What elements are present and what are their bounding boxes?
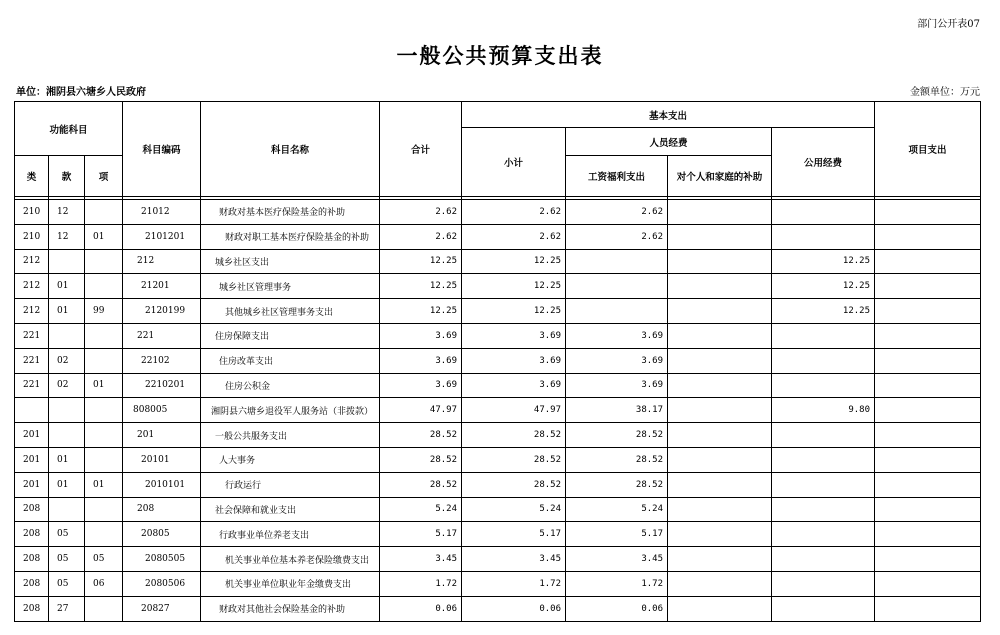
cell-total: 12.25	[380, 299, 462, 324]
cell-public	[772, 472, 875, 497]
cell-salary	[566, 274, 668, 299]
table-number-tag: 部门公开表07	[917, 19, 980, 30]
cell-salary: 0.06	[566, 596, 668, 621]
cell-lei: 221	[15, 348, 49, 373]
cell-lei: 221	[15, 373, 49, 398]
cell-salary: 3.45	[566, 547, 668, 572]
cell-lei: 210	[15, 224, 49, 249]
cell-lei: 208	[15, 522, 49, 547]
cell-name: 行政事业单位养老支出	[201, 522, 380, 547]
cell-kuan: 05	[49, 547, 85, 572]
cell-subsidy	[668, 398, 772, 423]
cell-code: 20805	[123, 522, 201, 547]
cell-subtotal: 5.17	[462, 522, 566, 547]
table-row	[15, 323, 981, 348]
cell-kuan	[49, 249, 85, 274]
cell-name: 社会保障和就业支出	[201, 497, 380, 522]
cell-salary: 3.69	[566, 348, 668, 373]
cell-lei: 212	[15, 299, 49, 324]
cell-project	[875, 547, 981, 572]
cell-name: 其他城乡社区管理事务支出	[201, 299, 380, 324]
cell-project	[875, 472, 981, 497]
cell-total: 2.62	[380, 224, 462, 249]
cell-subsidy	[668, 224, 772, 249]
cell-project	[875, 249, 981, 274]
cell-lei	[15, 398, 49, 423]
header-func-subject: 功能科目	[15, 102, 123, 156]
cell-lei: 201	[15, 472, 49, 497]
cell-name: 机关事业单位职业年金缴费支出	[201, 571, 380, 596]
cell-kuan: 01	[49, 472, 85, 497]
cell-code: 221	[123, 323, 201, 348]
cell-lei: 208	[15, 497, 49, 522]
cell-kuan: 02	[49, 348, 85, 373]
budget-expenditure-table	[14, 101, 981, 622]
cell-public	[772, 348, 875, 373]
cell-lei: 208	[15, 596, 49, 621]
header-project: 项目支出	[875, 102, 981, 197]
cell-salary: 5.17	[566, 522, 668, 547]
cell-total: 3.69	[380, 348, 462, 373]
cell-code: 201	[123, 423, 201, 448]
cell-xiang	[85, 497, 123, 522]
header-kuan: 款	[49, 156, 85, 197]
cell-public	[772, 323, 875, 348]
cell-name: 住房公积金	[201, 373, 380, 398]
cell-public	[772, 547, 875, 572]
header-personnel: 人员经费	[566, 128, 772, 156]
cell-subtotal: 5.24	[462, 497, 566, 522]
cell-subtotal: 3.69	[462, 323, 566, 348]
cell-name: 财政对基本医疗保险基金的补助	[201, 200, 380, 225]
cell-name: 湘阴县六塘乡退役军人服务站（非拨款）	[201, 398, 380, 423]
cell-code: 212	[123, 249, 201, 274]
header-subtotal: 小计	[462, 128, 566, 197]
cell-salary: 28.52	[566, 447, 668, 472]
cell-project	[875, 299, 981, 324]
cell-xiang: 06	[85, 571, 123, 596]
cell-subtotal: 28.52	[462, 472, 566, 497]
cell-lei: 208	[15, 547, 49, 572]
cell-public	[772, 224, 875, 249]
cell-subtotal: 1.72	[462, 571, 566, 596]
table-row	[15, 596, 981, 621]
cell-subtotal: 3.45	[462, 547, 566, 572]
cell-project	[875, 323, 981, 348]
cell-total: 12.25	[380, 274, 462, 299]
unit-label: 单位：湘阴县六塘乡人民政府	[16, 87, 146, 98]
cell-total: 28.52	[380, 472, 462, 497]
table-row	[15, 348, 981, 373]
cell-total: 47.97	[380, 398, 462, 423]
cell-xiang	[85, 398, 123, 423]
cell-subtotal: 28.52	[462, 447, 566, 472]
cell-subtotal: 2.62	[462, 200, 566, 225]
table-row	[15, 249, 981, 274]
cell-code: 808005	[123, 398, 201, 423]
cell-xiang	[85, 274, 123, 299]
cell-public: 12.25	[772, 249, 875, 274]
cell-code: 20101	[123, 447, 201, 472]
cell-project	[875, 497, 981, 522]
cell-salary: 38.17	[566, 398, 668, 423]
cell-name: 城乡社区支出	[201, 249, 380, 274]
cell-subtotal: 12.25	[462, 299, 566, 324]
cell-project	[875, 447, 981, 472]
cell-xiang: 01	[85, 472, 123, 497]
cell-total: 28.52	[380, 423, 462, 448]
cell-kuan	[49, 323, 85, 348]
cell-code: 21012	[123, 200, 201, 225]
cell-project	[875, 348, 981, 373]
cell-public	[772, 423, 875, 448]
cell-public	[772, 522, 875, 547]
cell-subtotal: 12.25	[462, 274, 566, 299]
cell-xiang	[85, 423, 123, 448]
cell-project	[875, 398, 981, 423]
cell-subsidy	[668, 472, 772, 497]
header-subsidy: 对个人和家庭的补助	[668, 156, 772, 197]
header-total: 合计	[380, 102, 462, 197]
cell-kuan: 01	[49, 447, 85, 472]
cell-project	[875, 224, 981, 249]
cell-xiang	[85, 200, 123, 225]
cell-code: 22102	[123, 348, 201, 373]
table-row	[15, 547, 981, 572]
cell-code: 208	[123, 497, 201, 522]
cell-name: 财政对其他社会保险基金的补助	[201, 596, 380, 621]
cell-xiang	[85, 348, 123, 373]
cell-total: 3.45	[380, 547, 462, 572]
cell-name: 住房改革支出	[201, 348, 380, 373]
cell-lei: 210	[15, 200, 49, 225]
table-row	[15, 472, 981, 497]
table-body	[15, 197, 981, 622]
cell-project	[875, 373, 981, 398]
cell-kuan: 05	[49, 522, 85, 547]
cell-salary: 3.69	[566, 373, 668, 398]
cell-code: 2080506	[123, 571, 201, 596]
cell-lei: 212	[15, 274, 49, 299]
cell-xiang: 99	[85, 299, 123, 324]
table-row	[15, 447, 981, 472]
cell-subsidy	[668, 522, 772, 547]
cell-subsidy	[668, 423, 772, 448]
cell-project	[875, 522, 981, 547]
cell-total: 12.25	[380, 249, 462, 274]
table-row	[15, 200, 981, 225]
cell-subsidy	[668, 200, 772, 225]
table-row	[15, 398, 981, 423]
cell-total: 28.52	[380, 447, 462, 472]
cell-salary: 2.62	[566, 200, 668, 225]
cell-lei: 201	[15, 447, 49, 472]
header-code: 科目编码	[123, 102, 201, 197]
cell-lei: 221	[15, 323, 49, 348]
cell-salary: 28.52	[566, 472, 668, 497]
table-row	[15, 571, 981, 596]
cell-subsidy	[668, 274, 772, 299]
cell-subsidy	[668, 547, 772, 572]
cell-salary: 3.69	[566, 323, 668, 348]
cell-kuan: 02	[49, 373, 85, 398]
cell-salary	[566, 249, 668, 274]
cell-subsidy	[668, 447, 772, 472]
cell-salary: 1.72	[566, 571, 668, 596]
cell-subsidy	[668, 348, 772, 373]
cell-public: 12.25	[772, 274, 875, 299]
cell-public	[772, 497, 875, 522]
cell-code: 2210201	[123, 373, 201, 398]
table-row	[15, 423, 981, 448]
cell-project	[875, 200, 981, 225]
cell-salary: 5.24	[566, 497, 668, 522]
cell-total: 1.72	[380, 571, 462, 596]
cell-total: 5.24	[380, 497, 462, 522]
table-row	[15, 497, 981, 522]
cell-public: 9.80	[772, 398, 875, 423]
cell-subtotal: 2.62	[462, 224, 566, 249]
cell-lei: 212	[15, 249, 49, 274]
table-row	[15, 274, 981, 299]
header-public: 公用经费	[772, 128, 875, 197]
cell-total: 5.17	[380, 522, 462, 547]
table-row	[15, 522, 981, 547]
cell-subsidy	[668, 249, 772, 274]
cell-project	[875, 596, 981, 621]
cell-salary	[566, 299, 668, 324]
cell-code: 2120199	[123, 299, 201, 324]
cell-subsidy	[668, 497, 772, 522]
cell-name: 行政运行	[201, 472, 380, 497]
cell-subtotal: 0.06	[462, 596, 566, 621]
cell-lei: 201	[15, 423, 49, 448]
page-title: 一般公共预算支出表	[396, 44, 604, 68]
header-salary: 工资福利支出	[566, 156, 668, 197]
cell-public	[772, 596, 875, 621]
cell-salary: 28.52	[566, 423, 668, 448]
cell-project	[875, 423, 981, 448]
cell-xiang	[85, 522, 123, 547]
cell-kuan	[49, 398, 85, 423]
cell-xiang	[85, 249, 123, 274]
cell-public	[772, 571, 875, 596]
cell-salary: 2.62	[566, 224, 668, 249]
cell-xiang: 01	[85, 224, 123, 249]
cell-name: 城乡社区管理事务	[201, 274, 380, 299]
cell-subtotal: 47.97	[462, 398, 566, 423]
cell-code: 20827	[123, 596, 201, 621]
cell-code: 2080505	[123, 547, 201, 572]
cell-subtotal: 3.69	[462, 373, 566, 398]
cell-subtotal: 3.69	[462, 348, 566, 373]
cell-public: 12.25	[772, 299, 875, 324]
cell-xiang: 05	[85, 547, 123, 572]
cell-name: 财政对职工基本医疗保险基金的补助	[201, 224, 380, 249]
cell-kuan: 01	[49, 274, 85, 299]
cell-total: 3.69	[380, 373, 462, 398]
cell-subsidy	[668, 299, 772, 324]
cell-subsidy	[668, 571, 772, 596]
cell-project	[875, 274, 981, 299]
cell-kuan	[49, 497, 85, 522]
header-basic: 基本支出	[462, 102, 875, 128]
cell-total: 2.62	[380, 200, 462, 225]
cell-xiang	[85, 323, 123, 348]
amount-unit-label: 金额单位：万元	[910, 87, 980, 98]
cell-kuan: 27	[49, 596, 85, 621]
cell-code: 21201	[123, 274, 201, 299]
header-xiang: 项	[85, 156, 123, 197]
table-row	[15, 299, 981, 324]
cell-name: 一般公共服务支出	[201, 423, 380, 448]
cell-code: 2010101	[123, 472, 201, 497]
cell-subsidy	[668, 373, 772, 398]
cell-name: 机关事业单位基本养老保险缴费支出	[201, 547, 380, 572]
cell-lei: 208	[15, 571, 49, 596]
cell-total: 0.06	[380, 596, 462, 621]
cell-subsidy	[668, 323, 772, 348]
header-lei: 类	[15, 156, 49, 197]
cell-public	[772, 447, 875, 472]
cell-total: 3.69	[380, 323, 462, 348]
cell-xiang	[85, 596, 123, 621]
table-row	[15, 224, 981, 249]
cell-public	[772, 200, 875, 225]
header-name: 科目名称	[201, 102, 380, 197]
cell-kuan: 01	[49, 299, 85, 324]
cell-xiang	[85, 447, 123, 472]
cell-kuan: 12	[49, 224, 85, 249]
cell-subtotal: 12.25	[462, 249, 566, 274]
cell-name: 住房保障支出	[201, 323, 380, 348]
cell-subtotal: 28.52	[462, 423, 566, 448]
cell-xiang: 01	[85, 373, 123, 398]
cell-project	[875, 571, 981, 596]
cell-code: 2101201	[123, 224, 201, 249]
cell-kuan: 05	[49, 571, 85, 596]
cell-name: 人大事务	[201, 447, 380, 472]
cell-subsidy	[668, 596, 772, 621]
cell-kuan: 12	[49, 200, 85, 225]
cell-public	[772, 373, 875, 398]
table-row	[15, 373, 981, 398]
cell-kuan	[49, 423, 85, 448]
